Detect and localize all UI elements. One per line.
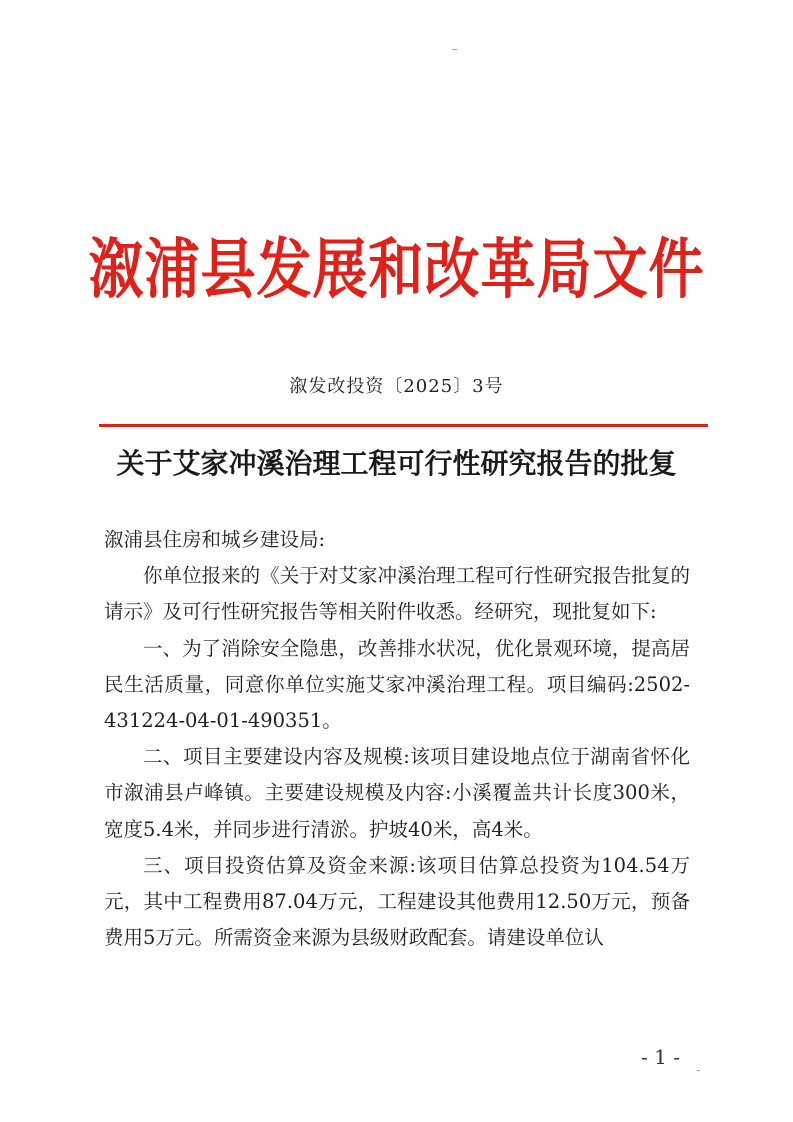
scan-speck <box>452 49 457 50</box>
agency-header-title: 溆浦县发展和改革局文件 <box>88 231 705 307</box>
salutation: 溆浦县住房和城乡建设局: <box>104 528 326 551</box>
red-divider-line <box>99 424 708 427</box>
body-paragraph-2: 二、项目主要建设内容及规模:该项目建设地点位于湖南省怀化市溆浦县卢峰镇。主要建设规模及内容:小溪覆盖共计长度300米，宽度5.4米，并同步进行清淤。护坡40米，高4米。 <box>104 745 690 841</box>
body-paragraph-1: 一、为了消除安全隐患，改善排水状况，优化景观环境，提高居民生活质量，同意你单位实施艾家冲溪治理工程。项目编码:2502-431224-04-01-490351。 <box>104 636 690 733</box>
document-body <box>104 522 690 956</box>
document-title: 关于艾家冲溪治理工程可行性研究报告的批复 <box>116 447 677 480</box>
page-number: - 1 - <box>641 1045 680 1069</box>
document-number: 溆发改投资〔2025〕3号 <box>289 376 504 397</box>
body-paragraph-intro: 你单位报来的《关于对艾家冲溪治理工程可行性研究报告批复的请示》及可行性研究报告等相关附件收悉。经研究，现批复如下: <box>104 564 690 624</box>
scan-speck <box>697 1070 700 1071</box>
body-paragraph-3: 三、项目投资估算及资金来源:该项目估算总投资为104.54万元，其中工程费用87.04万元，工程建设其他费用12.50万元，预备费用5万元。所需资金来源为县级财政配套。请建设单位认 <box>104 853 690 950</box>
